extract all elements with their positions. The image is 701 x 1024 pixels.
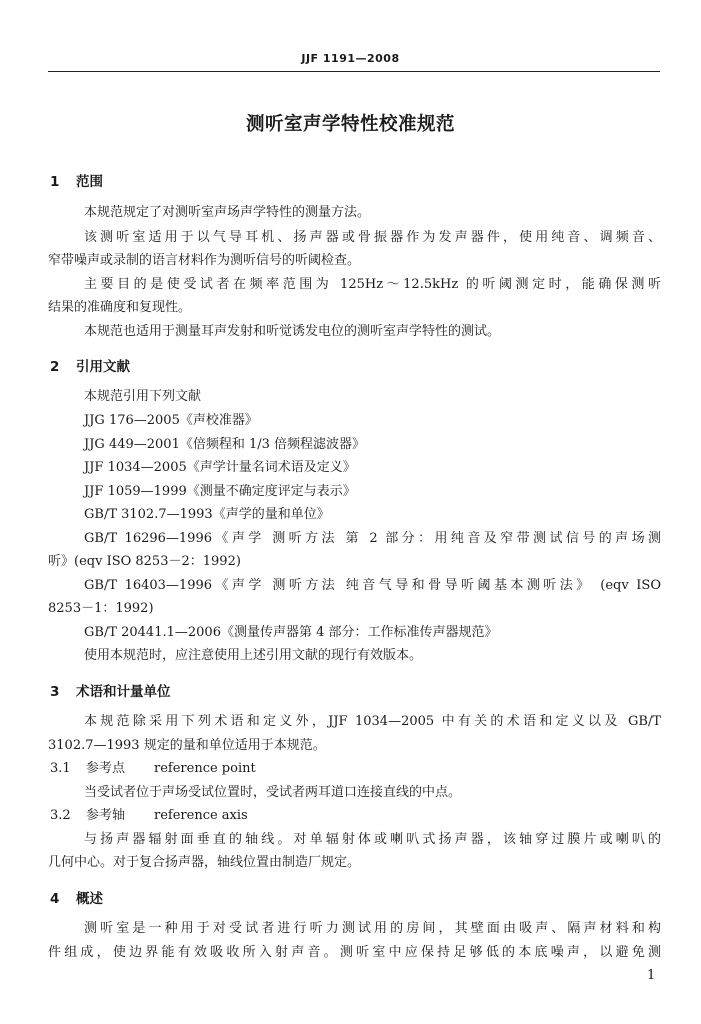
reference-item: GB/T 16296—1996《声学 测听方法 第 2 部分：用纯音及窄带测试信号的声场测 (84, 531, 661, 546)
section-heading-3 (50, 680, 171, 700)
section-title: 范围 (76, 174, 103, 190)
header-rule (48, 71, 660, 72)
paragraph-line: 使用本规范时，应注意使用上述引用文献的现行有效版本。 (84, 648, 423, 663)
paragraph-line: 结果的准确度和复现性。 (48, 300, 192, 315)
term-heading-3-2 (50, 806, 248, 826)
section-number: 4 (50, 891, 60, 907)
term-cn: 参考点 (86, 761, 126, 776)
paragraph-line: 窄带噪声或录制的语言材料作为测听信号的听阈检查。 (48, 253, 361, 268)
term-cn: 参考轴 (86, 808, 126, 823)
paragraph-line: 主要目的是使受试者在频率范围为 125Hz～12.5kHz 的听阈测定时，能确保测听 (84, 277, 661, 292)
section-title: 术语和计量单位 (76, 684, 171, 700)
paragraph-line: 本规范也适用于测量耳声发射和听觉诱发电位的测听室声学特性的测试。 (84, 324, 501, 339)
reference-item: JJF 1034—2005《声学计量名词术语及定义》 (84, 460, 356, 475)
term-heading-3-1 (50, 759, 256, 779)
reference-item: GB/T 16403—1996《声学 测听方法 纯音气导和骨导听阈基本测听法》 (eqv ISO (84, 578, 661, 593)
paragraph-line: 本规范规定了对测听室声场声学特性的测量方法。 (84, 205, 371, 220)
section-number: 1 (50, 174, 60, 190)
reference-item: JJG 176—2005《声校准器》 (84, 413, 258, 428)
document-title: 测听室声学特性校准规范 (245, 114, 455, 135)
section-number: 2 (50, 359, 60, 375)
running-head: JJF 1191—2008 (301, 52, 400, 65)
reference-item-cont: 8253－1：1992) (48, 601, 154, 616)
section-heading-2 (50, 355, 130, 375)
term-number: 3.1 (50, 761, 71, 776)
section-title: 引用文献 (76, 359, 130, 375)
section-number: 3 (50, 684, 60, 700)
paragraph-line: 件组成，使边界能有效吸收所入射声音。测听室中应保持足够低的本底噪声，以避免测 (48, 945, 661, 960)
term-definition-line: 与扬声器辐射面垂直的轴线。对单辐射体或喇叭式扬声器，该轴穿过膜片或喇叭的 (84, 832, 661, 847)
paragraph-line: 该测听室适用于以气导耳机、扬声器或骨振器作为发声器件，使用纯音、调频音、 (84, 230, 661, 245)
term-en: reference axis (154, 808, 248, 823)
reference-item-cont: 听》(eqv ISO 8253－2：1992) (48, 554, 241, 569)
paragraph-line: 本规范引用下列文献 (84, 389, 202, 404)
term-definition-line: 当受试者位于声场受试位置时，受试者两耳道口连接直线的中点。 (84, 785, 462, 800)
reference-item: JJF 1059—1999《测量不确定度评定与表示》 (84, 484, 356, 499)
section-heading-1 (50, 170, 103, 190)
page-number: 1 (647, 968, 656, 983)
paragraph-line: 本规范除采用下列术语和定义外，JJF 1034—2005 中有关的术语和定义以及 GB/T (84, 714, 661, 729)
reference-item: GB/T 20441.1—2006《测量传声器第 4 部分：工作标准传声器规范》 (84, 625, 498, 640)
term-definition-line: 几何中心。对于复合扬声器，轴线位置由制造厂规定。 (48, 855, 361, 870)
reference-item: JJG 449—2001《倍频程和 1/3 倍频程滤波器》 (84, 437, 366, 452)
paragraph-line: 测听室是一种用于对受试者进行听力测试用的房间，其壁面由吸声、隔声材料和构 (84, 921, 661, 936)
term-en: reference point (154, 761, 256, 776)
reference-item: GB/T 3102.7—1993《声学的量和单位》 (84, 507, 330, 522)
paragraph-line: 3102.7—1993 规定的量和单位适用于本规范。 (48, 738, 326, 753)
section-title: 概述 (76, 891, 103, 907)
term-number: 3.2 (50, 808, 71, 823)
section-heading-4 (50, 887, 103, 907)
